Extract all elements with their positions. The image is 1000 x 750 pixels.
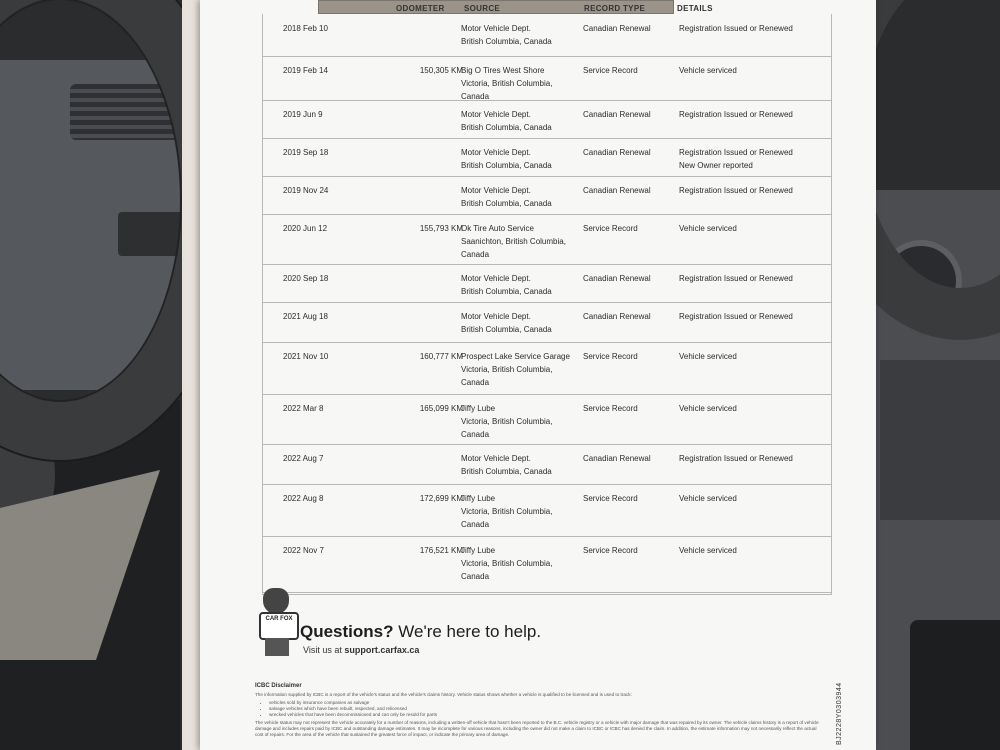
- record-type: Canadian Renewal: [583, 454, 651, 463]
- record-details: Vehicle serviced: [679, 404, 737, 413]
- fox-sign: CAR FOX: [259, 612, 299, 640]
- record-details: Vehicle serviced: [679, 494, 737, 503]
- record-row: [263, 214, 831, 265]
- record-row: [263, 176, 831, 215]
- gear-shifter: [910, 620, 1000, 750]
- record-date: 2020 Sep 18: [283, 274, 329, 283]
- record-details: Registration Issued or Renewed: [679, 312, 793, 321]
- record-row: [263, 14, 831, 57]
- record-source: Prospect Lake Service Garage Victoria, British Columbia, Canada: [461, 352, 570, 387]
- disclaimer-item: • salvage vehicles which have been rebuilt, inspected, and relicensed: [269, 706, 825, 712]
- record-type: Service Record: [583, 404, 638, 413]
- header-details: DETAILS: [677, 4, 713, 13]
- record-details: Registration Issued or Renewed New Owner reported: [679, 148, 793, 170]
- document-id: BJ2228Y0303944: [836, 682, 843, 745]
- record-type: Canadian Renewal: [583, 148, 651, 157]
- record-details: Registration Issued or Renewed: [679, 24, 793, 33]
- disclaimer-body: The vehicle status may not represent the vehicle accurately for a number of reasons, including a written-off vehicle that hasn't been reported to the B.C. vehicle registry or a vehicle with major damage that was repaired by its owner. The vehicle claims history is a report of vehicle damage and includes repairs paid by ICBC and outstanding damage estimates. It may be incomplete for various reasons, including the owner did not make a claim to ICBC or ICBC has denied the claim. In addition, the estimate information may not necessarily reflect the actual cost of repairs. For the area of the vehicle that sustained the greatest force of impact, or indicate the primary area of damage.: [255, 720, 819, 737]
- visit-prefix: Visit us at: [303, 645, 342, 655]
- record-type: Canadian Renewal: [583, 110, 651, 119]
- fox-legs: [265, 638, 289, 656]
- history-records-table: [262, 14, 832, 595]
- record-type: Canadian Renewal: [583, 312, 651, 321]
- record-source: Motor Vehicle Dept. British Columbia, Canada: [461, 454, 552, 476]
- record-odometer: 172,699 KM: [419, 494, 463, 503]
- record-source: Big O Tires West Shore Victoria, British Columbia, Canada: [461, 66, 553, 101]
- record-row: [263, 342, 831, 395]
- record-date: 2018 Feb 10: [283, 24, 328, 33]
- help-tagline: We're here to help.: [398, 622, 542, 641]
- record-source: Jiffy Lube Victoria, British Columbia, Canada: [461, 404, 553, 439]
- header-odometer: ODOMETER: [396, 4, 445, 13]
- record-type: Service Record: [583, 352, 638, 361]
- record-date: 2019 Sep 18: [283, 148, 329, 157]
- record-date: 2022 Nov 7: [283, 546, 324, 555]
- record-odometer: 155,793 KM: [419, 224, 463, 233]
- record-row: [263, 394, 831, 445]
- record-source: Jiffy Lube Victoria, British Columbia, Canada: [461, 494, 553, 529]
- record-type: Canadian Renewal: [583, 274, 651, 283]
- record-source: Motor Vehicle Dept. British Columbia, Canada: [461, 186, 552, 208]
- header-record-type: RECORD TYPE: [584, 4, 646, 13]
- record-row: [263, 444, 831, 485]
- record-odometer: 150,305 KM: [419, 66, 463, 75]
- record-details: Vehicle serviced: [679, 224, 737, 233]
- record-odometer: 176,521 KM: [419, 546, 463, 555]
- record-date: 2020 Jun 12: [283, 224, 328, 233]
- help-questions: Questions?: [300, 622, 394, 641]
- console-tray: [880, 360, 1000, 520]
- record-date: 2022 Aug 7: [283, 454, 324, 463]
- record-source: Ok Tire Auto Service Saanichton, British Columbia, Canada: [461, 224, 566, 259]
- disclaimer-item: • vehicles sold by insurance companies as salvage: [269, 700, 825, 706]
- record-type: Service Record: [583, 494, 638, 503]
- record-type: Service Record: [583, 546, 638, 555]
- help-heading: [300, 622, 541, 642]
- record-details: Registration Issued or Renewed: [679, 454, 793, 463]
- record-row: [263, 264, 831, 303]
- disclaimer-list: [269, 700, 825, 718]
- disclaimer-intro: The information supplied by ICBC is a report of the vehicle's status and the vehicle's claims history. Vehicle status shows whether a vehicle is qualified to be licensed and is used to track:: [255, 692, 632, 697]
- help-visit: [303, 645, 419, 655]
- record-type: Canadian Renewal: [583, 186, 651, 195]
- record-row: [263, 100, 831, 139]
- record-row: [263, 138, 831, 177]
- record-date: 2022 Mar 8: [283, 404, 324, 413]
- record-date: 2021 Nov 10: [283, 352, 329, 361]
- record-row: [263, 536, 831, 593]
- record-date: 2022 Aug 8: [283, 494, 324, 503]
- header-source: SOURCE: [464, 4, 501, 13]
- record-source: Motor Vehicle Dept. British Columbia, Canada: [461, 274, 552, 296]
- record-details: Registration Issued or Renewed: [679, 186, 793, 195]
- record-row: [263, 484, 831, 537]
- record-details: Registration Issued or Renewed: [679, 110, 793, 119]
- record-odometer: 160,777 KM: [419, 352, 463, 361]
- record-source: Motor Vehicle Dept. British Columbia, Canada: [461, 24, 552, 46]
- record-type: Service Record: [583, 224, 638, 233]
- record-source: Motor Vehicle Dept. British Columbia, Canada: [461, 110, 552, 132]
- fox-head-icon: [263, 588, 289, 614]
- record-odometer: 165,099 KM: [419, 404, 463, 413]
- record-date: 2021 Aug 18: [283, 312, 328, 321]
- record-details: Vehicle serviced: [679, 546, 737, 555]
- record-details: Registration Issued or Renewed: [679, 274, 793, 283]
- support-link[interactable]: support.carfax.ca: [344, 645, 420, 655]
- record-source: Motor Vehicle Dept. British Columbia, Canada: [461, 148, 552, 170]
- record-details: Vehicle serviced: [679, 66, 737, 75]
- record-source: Jiffy Lube Victoria, British Columbia, Canada: [461, 546, 553, 581]
- record-type: Canadian Renewal: [583, 24, 651, 33]
- record-row: [263, 302, 831, 343]
- record-type: Service Record: [583, 66, 638, 75]
- record-source: Motor Vehicle Dept. British Columbia, Canada: [461, 312, 552, 334]
- record-details: Vehicle serviced: [679, 352, 737, 361]
- disclaimer-item: • wrecked vehicles that have been decommissioned and can only be resold for parts: [269, 712, 825, 718]
- record-date: 2019 Nov 24: [283, 186, 329, 195]
- record-row: [263, 56, 831, 101]
- disclaimer-title: ICBC Disclaimer: [255, 683, 302, 689]
- record-date: 2019 Jun 9: [283, 110, 323, 119]
- record-date: 2019 Feb 14: [283, 66, 328, 75]
- disclaimer-text: [255, 692, 825, 738]
